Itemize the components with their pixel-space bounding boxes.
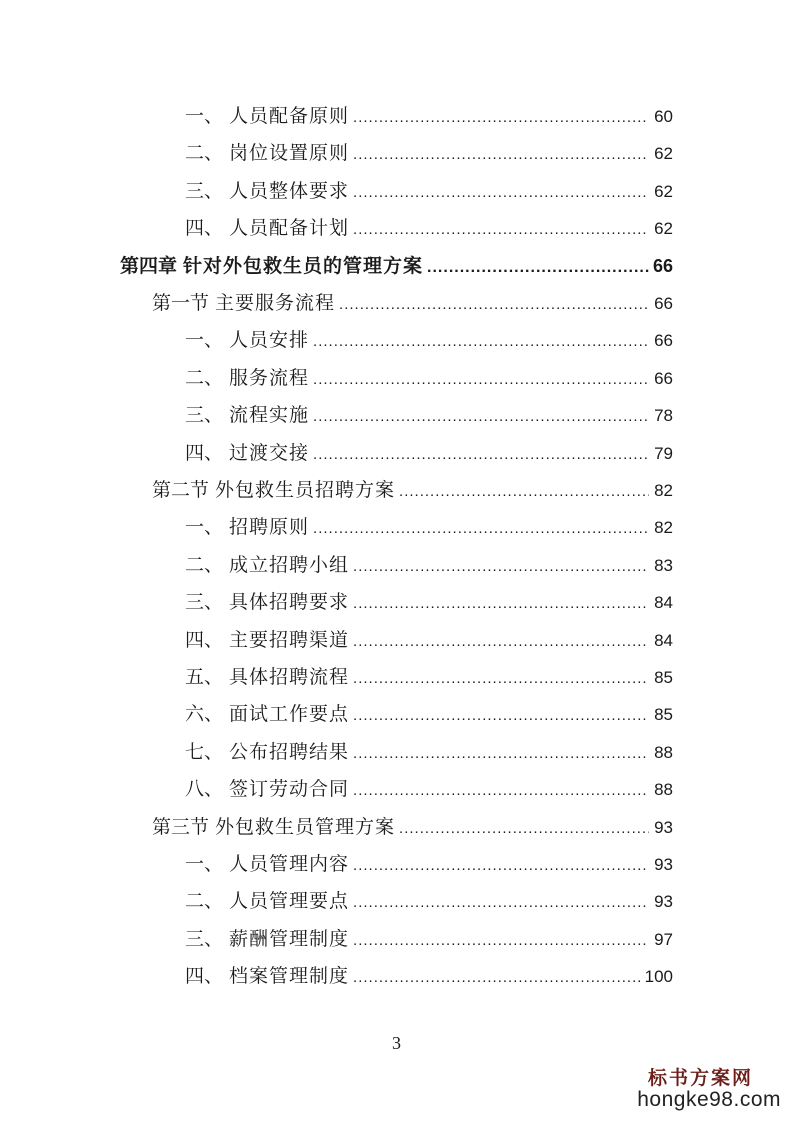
toc-entry-title: 外包救生员管理方案	[215, 815, 396, 838]
toc-dot-leader	[353, 633, 649, 650]
toc-dot-leader	[353, 146, 649, 163]
toc-dot-leader	[313, 371, 649, 388]
toc-entry-section[interactable]	[152, 475, 673, 512]
toc-entry-title: 签订劳动合同	[229, 778, 350, 801]
toc-entry-item[interactable]	[185, 550, 673, 587]
toc-entry-number: 二、	[185, 890, 224, 913]
toc-entry-number: 一、	[185, 105, 224, 127]
toc-entry-item[interactable]	[185, 961, 673, 998]
toc-entry-number: 二、	[185, 553, 224, 576]
toc-entry-page: 66	[654, 368, 673, 388]
toc-dot-leader	[339, 296, 649, 313]
toc-entry-item[interactable]	[185, 662, 673, 699]
toc-entry-number: 一、	[185, 853, 224, 875]
toc-entry-item[interactable]	[185, 438, 673, 475]
toc-dot-leader	[427, 259, 649, 277]
toc-entry-page: 88	[654, 780, 673, 800]
toc-entry-item[interactable]	[185, 325, 673, 362]
toc-entry-page: 79	[654, 443, 673, 463]
toc-entry-item[interactable]	[185, 101, 673, 138]
toc-entry-title: 具体招聘流程	[229, 666, 350, 688]
toc-entry-title: 人员管理内容	[229, 853, 350, 875]
toc-entry-title: 面试工作要点	[229, 703, 350, 726]
toc-entry-number: 五、	[185, 666, 224, 688]
toc-entry-title: 人员整体要求	[229, 179, 350, 202]
toc-dot-leader	[353, 857, 649, 874]
toc-entry-number: 第一节	[152, 292, 210, 314]
toc-entry-item[interactable]	[185, 886, 673, 923]
toc-dot-leader	[353, 221, 649, 238]
toc-entry-number: 四、	[185, 628, 224, 651]
toc-entry-item[interactable]	[185, 737, 673, 774]
toc-entry-title: 服务流程	[229, 366, 310, 389]
toc-entry-page: 84	[654, 593, 673, 613]
toc-entry-title: 流程实施	[229, 404, 310, 427]
watermark	[637, 1063, 781, 1112]
toc-entry-title: 主要服务流程	[215, 292, 336, 314]
watermark-url: hongke98.com	[637, 1088, 781, 1111]
toc-entry-title: 具体招聘要求	[229, 591, 350, 614]
toc-entry-item[interactable]	[185, 400, 673, 437]
toc-dot-leader	[353, 558, 649, 575]
page-number: 3	[392, 1033, 401, 1053]
toc-entry-title: 主要招聘渠道	[229, 628, 350, 651]
toc-dot-leader	[313, 446, 649, 463]
toc-dot-leader	[399, 483, 649, 500]
toc-entry-title: 成立招聘小组	[229, 553, 350, 576]
toc-entry-number: 四、	[185, 217, 224, 240]
toc-entry-title: 人员管理要点	[229, 890, 350, 913]
toc-entry-page: 60	[654, 107, 673, 126]
toc-entry-number: 二、	[185, 142, 224, 165]
toc-entry-page: 62	[654, 144, 673, 164]
toc-entry-title: 人员安排	[229, 329, 310, 352]
toc-entry-page: 85	[654, 705, 673, 725]
toc-entry-page: 82	[654, 518, 673, 538]
toc-entry-page: 62	[654, 219, 673, 239]
toc-entry-item[interactable]	[185, 774, 673, 811]
toc-entry-item[interactable]	[185, 625, 673, 662]
toc-entry-item[interactable]	[185, 512, 673, 549]
watermark-name: 标书方案网	[647, 1067, 753, 1089]
toc-entry-section[interactable]	[152, 288, 673, 325]
toc-entry-number: 七、	[185, 740, 224, 763]
toc-dot-leader	[353, 595, 649, 612]
toc-dot-leader	[313, 333, 649, 350]
toc-entry-title: 档案管理制度	[229, 965, 350, 988]
toc-entry-page: 84	[654, 630, 673, 650]
toc-entry-number: 三、	[185, 179, 224, 202]
toc-entry-number: 一、	[185, 329, 224, 352]
toc-entry-title: 人员配备原则	[229, 105, 350, 127]
toc-entry-item[interactable]	[185, 363, 673, 400]
toc-entry-title: 过渡交接	[229, 441, 310, 464]
toc-entry-page: 66	[652, 255, 673, 276]
toc-dot-leader	[353, 184, 649, 201]
toc-entry-page: 88	[654, 742, 673, 762]
toc-entry-number: 三、	[185, 404, 224, 427]
toc-entry-item[interactable]	[185, 138, 673, 175]
toc-entry-title: 外包救生员招聘方案	[215, 479, 396, 501]
toc-entry-page: 82	[654, 481, 673, 500]
toc-dot-leader	[353, 932, 649, 949]
toc-entry-page: 78	[654, 406, 673, 426]
toc-entry-number: 八、	[185, 778, 224, 801]
toc-entry-page: 66	[654, 294, 673, 313]
toc-entry-number: 四、	[185, 441, 224, 464]
toc-entry-section[interactable]	[152, 812, 673, 849]
toc-entry-page: 100	[644, 967, 673, 987]
toc-entry-number: 四、	[185, 965, 224, 988]
toc-entry-number: 六、	[185, 703, 224, 726]
toc-entry-title: 人员配备计划	[229, 217, 350, 240]
toc-entry-item[interactable]	[185, 213, 673, 250]
toc-entry-page: 66	[654, 331, 673, 351]
toc-entry-page: 93	[654, 855, 673, 874]
toc-entry-number: 一、	[185, 516, 224, 539]
toc-dot-leader	[353, 745, 649, 762]
toc-entry-title: 针对外包救生员的管理方案	[183, 254, 424, 277]
toc-entry-page: 97	[654, 929, 673, 949]
toc-entry-number: 二、	[185, 366, 224, 389]
toc-entry-number: 第二节	[152, 479, 210, 501]
toc-dot-leader	[353, 969, 641, 986]
toc-entry-page: 62	[654, 181, 673, 201]
toc-entry-title: 公布招聘结果	[229, 740, 350, 763]
toc-entry-number: 第三节	[152, 815, 210, 838]
toc-dot-leader	[353, 894, 649, 911]
toc-dot-leader	[353, 670, 649, 687]
toc-entry-title: 招聘原则	[229, 516, 310, 539]
toc-entry-item[interactable]	[185, 176, 673, 213]
toc-dot-leader	[353, 707, 649, 724]
toc-entry-page: 83	[654, 555, 673, 575]
toc-dot-leader	[313, 408, 649, 425]
toc-entry-item[interactable]	[185, 699, 673, 736]
toc-dot-leader	[399, 820, 649, 837]
toc-dot-leader	[353, 782, 649, 799]
toc-entry-page: 93	[654, 892, 673, 912]
toc-entry-page: 93	[654, 817, 673, 837]
toc-entry-title: 岗位设置原则	[229, 142, 350, 165]
toc-entry-item[interactable]	[185, 849, 673, 886]
toc-entry-number: 第四章	[120, 254, 178, 277]
toc-entry-number: 三、	[185, 591, 224, 614]
toc-entry-title: 薪酬管理制度	[229, 927, 350, 950]
toc-entry-chapter[interactable]	[120, 251, 673, 288]
toc-entry-item[interactable]	[185, 924, 673, 961]
toc-entry-page: 85	[654, 668, 673, 687]
toc-entry-item[interactable]	[185, 587, 673, 624]
toc-entry-number: 三、	[185, 927, 224, 950]
toc-dot-leader	[313, 520, 649, 537]
toc-dot-leader	[353, 109, 649, 126]
